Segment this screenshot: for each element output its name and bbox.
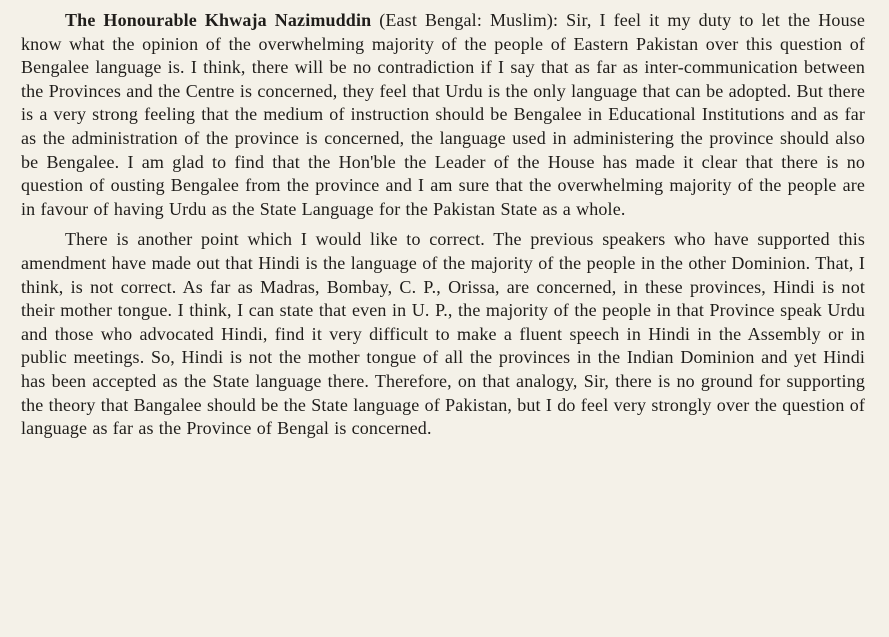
paragraph-1-text: Sir, I feel it my duty to let the House know what the opinion of the overwhelming majority of the people of Eastern Pakistan over this question of Bengalee language is. I think, there will be no contradiction if I say that as far as inter-communication between the Provinces and the Centre is concerned, they feel that Urdu is the only language that can be adopted. But there is a very strong feeling that the medium of instruction should be Bengalee in Educational Institutions and as far as the administration of the province is concerned, the language used in administering the province should also be Bengalee. I am glad to find that the Hon'ble the Leader of the House has made it clear that there is no question of ousting Bengalee from the province and I am sure that the overwhelming majority of the people are in favour of having Urdu as the State Language for the Pakistan State as a whole. [21, 10, 866, 219]
speech-paragraph-2 [21, 228, 865, 440]
speaker-affiliation: (East Bengal: Muslim): [371, 10, 559, 30]
speech-paragraph-1 [21, 9, 865, 221]
cropped-previous-line [0, 0, 889, 4]
speaker-name: The Honourable Khwaja Nazimuddin [65, 10, 372, 30]
paragraph-2-text: There is another point which I would like to correct. The previous speakers who have supported this amendment have made out that Hindi is the language of the majority of the people in the other Dominion. That, I think, is not correct. As far as Madras, Bombay, C. P., Orissa, are concerned, in these provinces, Hindi is not their mother tongue. I think, I can state that even in U. P., the majority of the people in that Province speak Urdu and those who advocated Hindi, find it very difficult to make a fluent speech in Hindi in the Assembly or in public meetings. So, Hindi is not the mother tongue of all the provinces in the Indian Dominion and yet Hindi has been accepted as the State language there. Therefore, on that analogy, Sir, there is no ground for supporting the theory that Bangalee should be the State language of Pakistan, but I do feel very strongly over the question of language as far as the Province of Bengal is concerned. [21, 229, 865, 439]
